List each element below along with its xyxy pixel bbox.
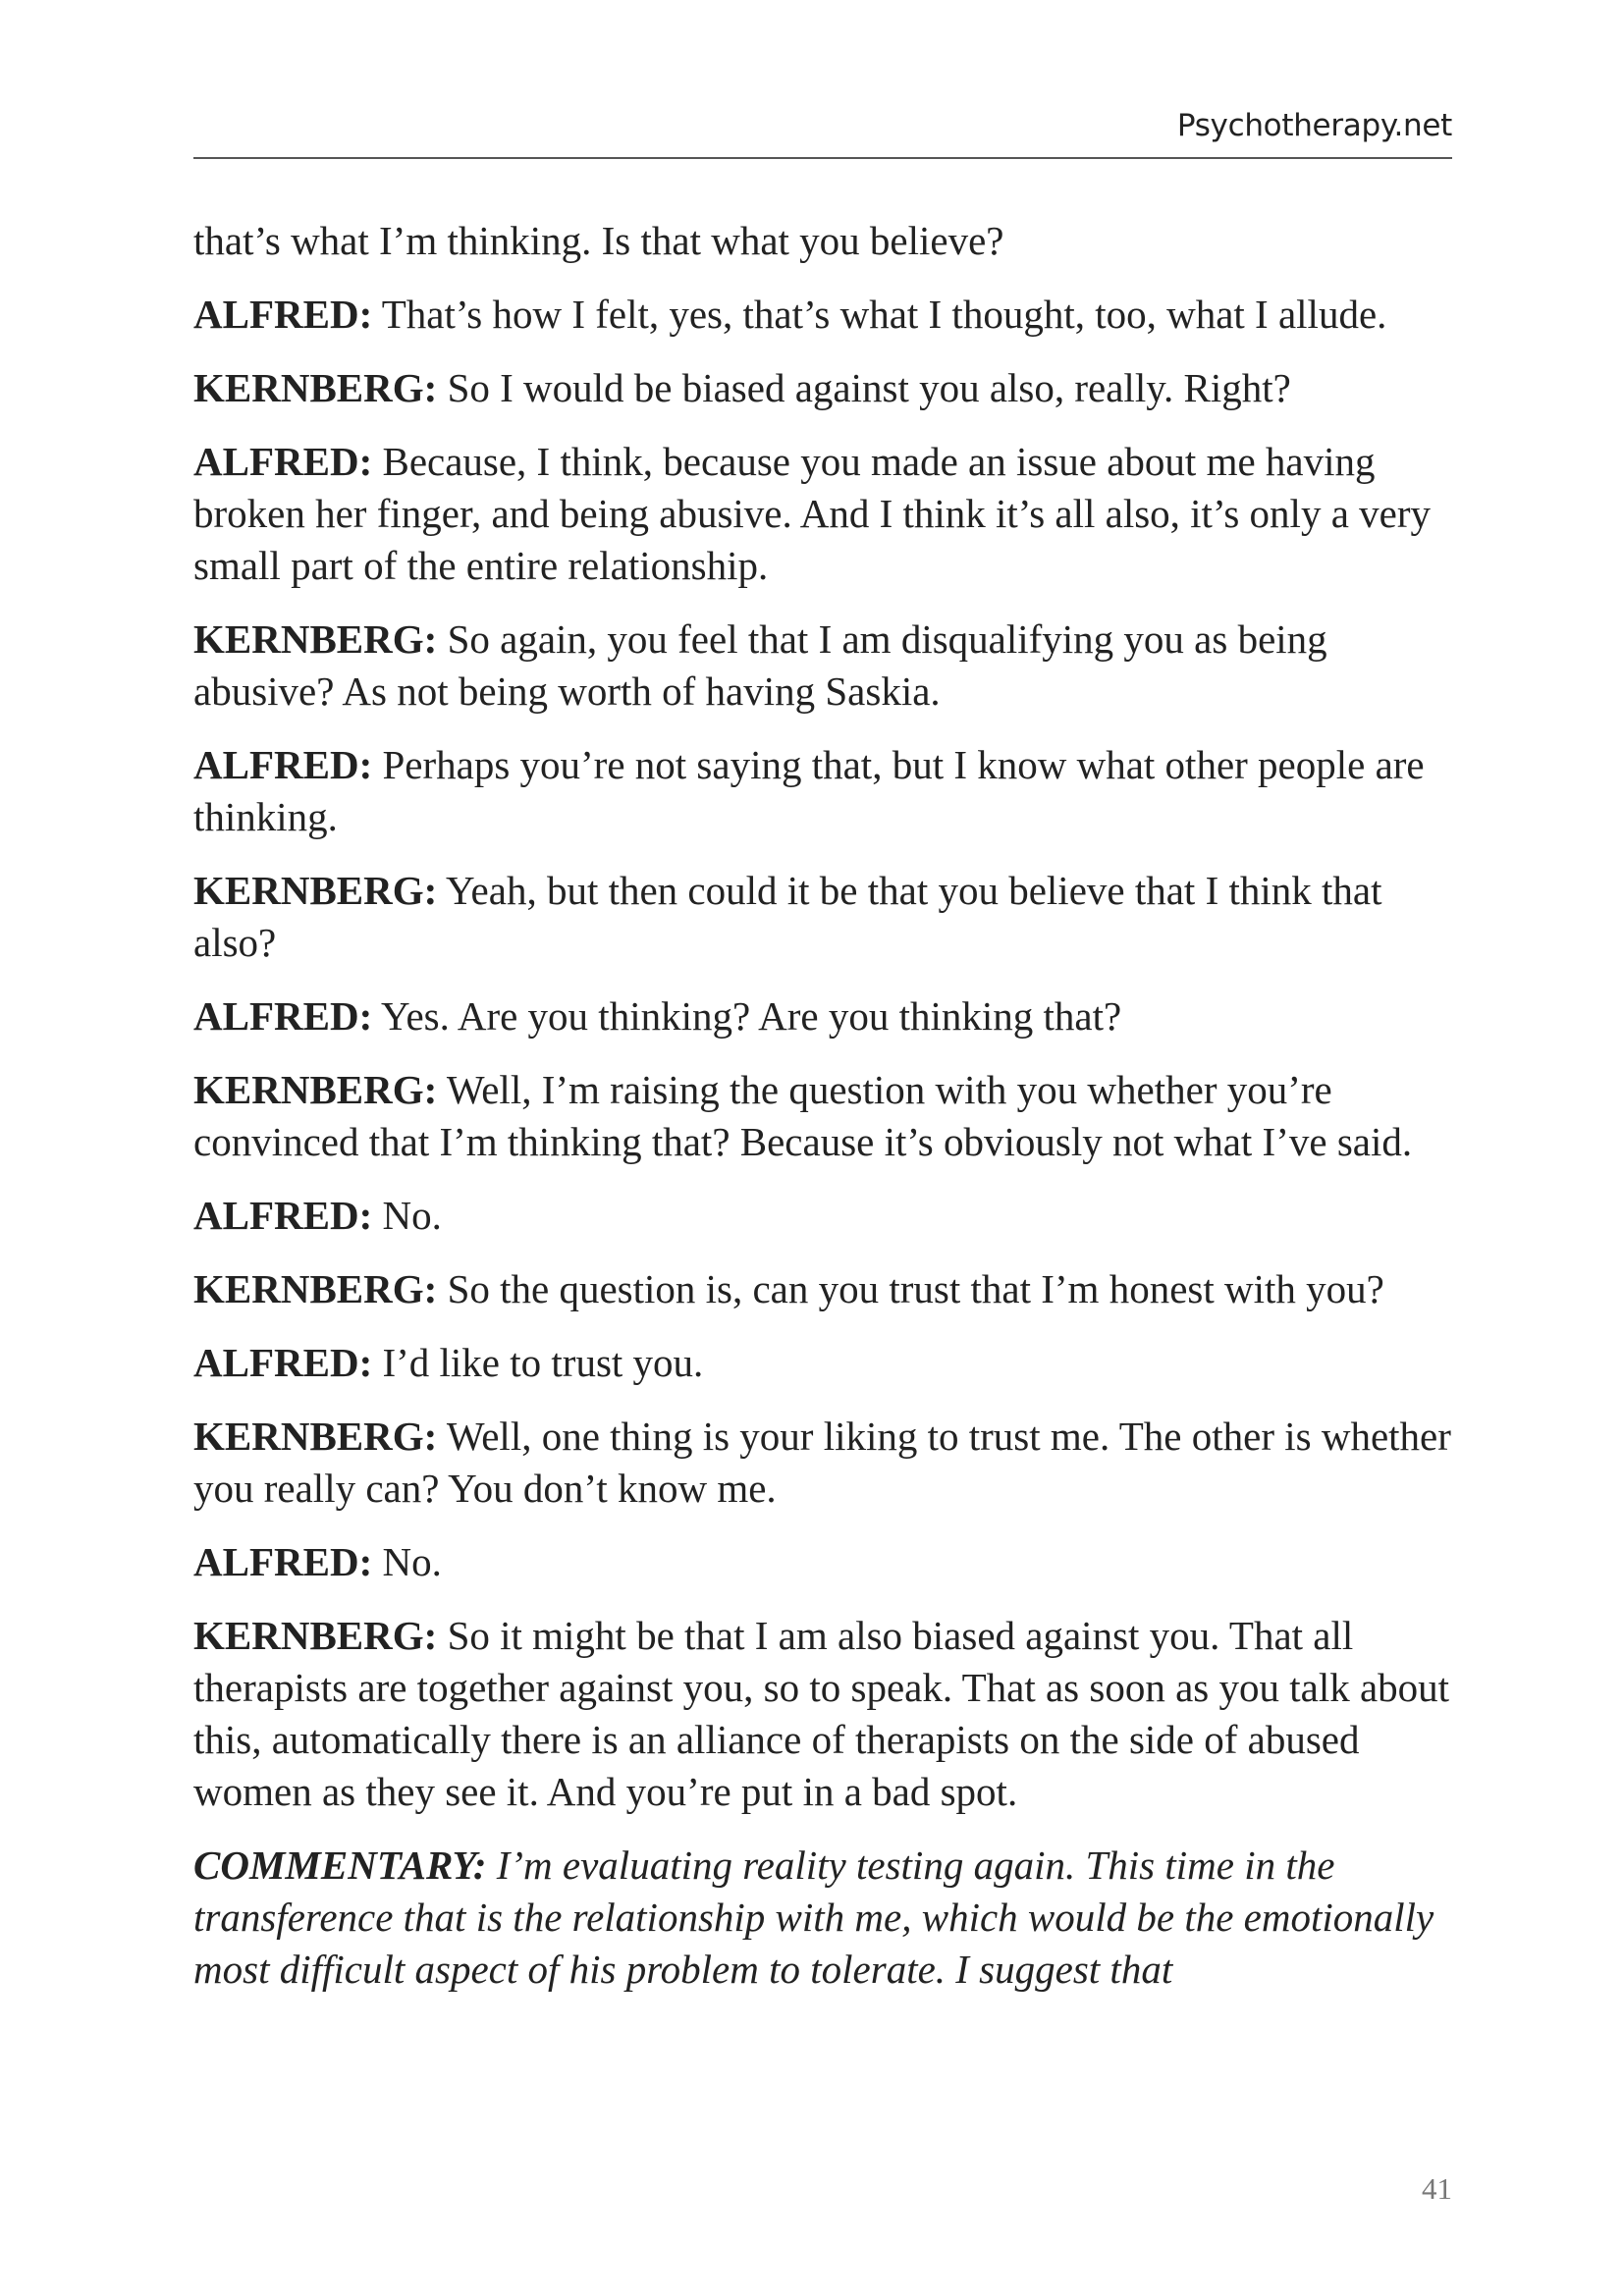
paragraph-text: Because, I think, because you made an issue about me having broken her finger, and being abusive. And I think it’s all also, it’s only a very small part of the entire relationship. bbox=[193, 439, 1431, 588]
commentary-label: COMMENTARY: bbox=[193, 1842, 487, 1888]
speaker-label: KERNBERG: bbox=[193, 1414, 438, 1459]
transcript-paragraph bbox=[193, 865, 1452, 969]
speaker-label: KERNBERG: bbox=[193, 365, 438, 410]
transcript-paragraph bbox=[193, 1263, 1452, 1315]
transcript-paragraph bbox=[193, 436, 1452, 592]
paragraph-text: That’s how I felt, yes, that’s what I thought, too, what I allude. bbox=[372, 292, 1387, 337]
paragraph-text: So it might be that I am also biased against you. That all therapists are together against you, so to speak. That as soon as you talk about this, automatically there is an alliance of therapists on the side of abused women as they see it. And you’re put in a bad spot. bbox=[193, 1613, 1450, 1814]
transcript-paragraph bbox=[193, 990, 1452, 1042]
transcript-paragraph bbox=[193, 1190, 1452, 1242]
speaker-label: KERNBERG: bbox=[193, 1067, 438, 1112]
paragraph-text: I’d like to trust you. bbox=[372, 1340, 704, 1385]
paragraph-text: So I would be biased against you also, really. Right? bbox=[437, 365, 1291, 410]
transcript-paragraph bbox=[193, 739, 1452, 843]
transcript-paragraph bbox=[193, 289, 1452, 341]
paragraph-text: Yes. Are you thinking? Are you thinking that? bbox=[372, 993, 1122, 1039]
speaker-label: ALFRED: bbox=[193, 439, 373, 484]
header-rule bbox=[193, 157, 1452, 159]
transcript-body bbox=[193, 215, 1452, 2017]
speaker-label: KERNBERG: bbox=[193, 616, 438, 662]
transcript-paragraph bbox=[193, 1610, 1452, 1818]
paragraph-text: Yeah, but then could it be that you believe that I think that also? bbox=[193, 868, 1382, 965]
paragraph-text: No. bbox=[372, 1193, 442, 1238]
commentary-text: I’m evaluating reality testing again. This time in the transference that is the relationship with me, which would be the emotionally most difficult aspect of his problem to tolerate. I suggest that bbox=[193, 1842, 1434, 1992]
commentary-paragraph bbox=[193, 1840, 1452, 1996]
paragraph-text: So the question is, can you trust that I’m honest with you? bbox=[437, 1266, 1384, 1311]
speaker-label: KERNBERG: bbox=[193, 1613, 438, 1658]
speaker-label: ALFRED: bbox=[193, 1539, 373, 1584]
transcript-paragraph bbox=[193, 614, 1452, 718]
paragraph-text: So again, you feel that I am disqualifying you as being abusive? As not being worth of having Saskia. bbox=[193, 616, 1327, 714]
page-number: 41 bbox=[1422, 2171, 1452, 2206]
speaker-label: ALFRED: bbox=[193, 742, 373, 787]
transcript-paragraph bbox=[193, 1411, 1452, 1515]
speaker-label: ALFRED: bbox=[193, 993, 373, 1039]
paragraph-text: that’s what I’m thinking. Is that what you believe? bbox=[193, 218, 1004, 263]
paragraph-text: Well, one thing is your liking to trust me. The other is whether you really can? You don’t know me. bbox=[193, 1414, 1451, 1511]
paragraph-text: No. bbox=[372, 1539, 442, 1584]
transcript-paragraph bbox=[193, 215, 1452, 267]
transcript-paragraph bbox=[193, 1337, 1452, 1389]
paragraph-text: Well, I’m raising the question with you whether you’re convinced that I’m thinking that? Because it’s obviously not what I’ve said. bbox=[193, 1067, 1413, 1164]
transcript-paragraph bbox=[193, 362, 1452, 414]
speaker-label: KERNBERG: bbox=[193, 868, 438, 913]
speaker-label: ALFRED: bbox=[193, 1193, 373, 1238]
speaker-label: ALFRED: bbox=[193, 292, 373, 337]
transcript-paragraph bbox=[193, 1536, 1452, 1588]
transcript-paragraph bbox=[193, 1064, 1452, 1168]
running-header: Psychotherapy.net bbox=[1176, 108, 1452, 143]
speaker-label: KERNBERG: bbox=[193, 1266, 438, 1311]
paragraph-text: Perhaps you’re not saying that, but I know what other people are thinking. bbox=[193, 742, 1425, 839]
speaker-label: ALFRED: bbox=[193, 1340, 373, 1385]
